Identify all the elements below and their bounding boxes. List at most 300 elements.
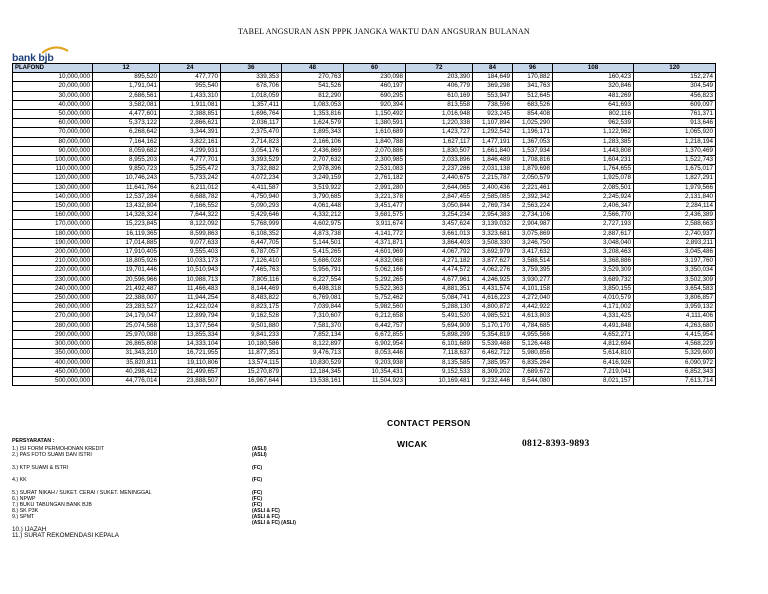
- installment-cell: 8,059,682: [93, 146, 160, 155]
- table-row: [13, 100, 716, 109]
- installment-cell: 8,122,092: [160, 220, 221, 229]
- installment-cell: 7,465,763: [221, 266, 282, 275]
- installment-cell: 895,520: [93, 73, 160, 82]
- installment-cell: 8,309,202: [473, 367, 513, 376]
- installment-cell: 16,967,644: [221, 376, 282, 385]
- installment-cell: 304,549: [634, 82, 716, 91]
- installment-cell: 2,847,455: [406, 192, 473, 201]
- table-row: [13, 73, 716, 82]
- installment-cell: 6,688,782: [160, 192, 221, 201]
- installment-table: [12, 63, 716, 386]
- installment-cell: 3,661,013: [406, 229, 473, 238]
- installment-cell: 7,310,607: [282, 312, 344, 321]
- table-row: [13, 284, 716, 293]
- installment-cell: 4,415,954: [634, 330, 716, 339]
- installment-cell: 25,074,568: [93, 321, 160, 330]
- installment-cell: 7,166,552: [160, 202, 221, 211]
- installment-cell: 3,582,081: [93, 100, 160, 109]
- plafond-cell: 300,000,000: [13, 340, 93, 349]
- plafond-cell: 350,000,000: [13, 349, 93, 358]
- installment-cell: 9,232,446: [473, 376, 513, 385]
- installment-cell: 2,887,617: [553, 229, 634, 238]
- installment-cell: 6,835,264: [513, 358, 553, 367]
- installment-cell: 15,270,879: [221, 367, 282, 376]
- plafond-cell: 90,000,000: [13, 146, 93, 155]
- requirement-label: 8.) SK P3K: [12, 508, 39, 515]
- requirement-doc-type: (FC): [252, 495, 262, 502]
- installment-cell: 2,978,396: [282, 165, 344, 174]
- installment-cell: 4,777,701: [160, 156, 221, 165]
- installment-cell: 3,139,032: [473, 220, 513, 229]
- installment-cell: 854,408: [513, 110, 553, 119]
- installment-cell: 813,558: [406, 100, 473, 109]
- installment-cell: 1,283,385: [553, 137, 634, 146]
- installment-cell: 6,769,081: [282, 294, 344, 303]
- installment-cell: 7,689,672: [513, 367, 553, 376]
- installment-cell: 1,443,808: [553, 146, 634, 155]
- installment-cell: 609,097: [634, 100, 716, 109]
- installment-cell: 6,498,318: [282, 284, 344, 293]
- installment-cell: 1,610,689: [344, 128, 406, 137]
- installment-cell: 1,911,081: [160, 100, 221, 109]
- installment-cell: 406,779: [406, 82, 473, 91]
- installment-cell: 6,462,712: [473, 349, 513, 358]
- installment-cell: 683,526: [513, 100, 553, 109]
- header-tenor: 12: [93, 64, 160, 73]
- requirements-heading: PERSYARATAN :: [12, 438, 55, 444]
- installment-cell: 6,090,972: [634, 358, 716, 367]
- installment-cell: 12,899,794: [160, 312, 221, 321]
- installment-cell: 3,930,277: [513, 275, 553, 284]
- installment-cell: 5,694,909: [406, 321, 473, 330]
- installment-cell: 7,039,844: [282, 303, 344, 312]
- installment-cell: 3,850,155: [553, 284, 634, 293]
- installment-cell: 21,499,657: [160, 367, 221, 376]
- installment-cell: 3,208,463: [553, 248, 634, 257]
- installment-cell: 4,955,566: [513, 330, 553, 339]
- installment-cell: 4,677,961: [406, 275, 473, 284]
- installment-cell: 5,768,999: [221, 220, 282, 229]
- installment-cell: 1,433,310: [160, 91, 221, 100]
- installment-cell: 3,050,844: [406, 202, 473, 211]
- installment-cell: 4,881,351: [406, 284, 473, 293]
- installment-cell: 4,299,931: [160, 146, 221, 155]
- installment-cell: 8,021,157: [553, 376, 634, 385]
- table-row: [13, 220, 716, 229]
- contact-title: CONTACT PERSON: [387, 418, 471, 428]
- installment-cell: 3,368,886: [553, 257, 634, 266]
- installment-cell: 3,864,403: [406, 238, 473, 247]
- installment-cell: 270,763: [282, 73, 344, 82]
- installment-cell: 4,442,922: [513, 303, 553, 312]
- installment-cell: 3,502,309: [634, 275, 716, 284]
- installment-cell: 4,067,792: [406, 248, 473, 257]
- installment-cell: 1,708,816: [513, 156, 553, 165]
- table-row: [13, 128, 716, 137]
- installment-cell: 4,832,068: [344, 257, 406, 266]
- installment-cell: 1,220,338: [406, 119, 473, 128]
- installment-cell: 6,416,926: [553, 358, 634, 367]
- table-row: [13, 238, 716, 247]
- installment-cell: 2,707,632: [282, 156, 344, 165]
- installment-cell: 2,440,675: [406, 174, 473, 183]
- table-row: [13, 358, 716, 367]
- installment-cell: 3,393,529: [221, 156, 282, 165]
- installment-cell: 9,077,633: [160, 238, 221, 247]
- plafond-cell: 220,000,000: [13, 266, 93, 275]
- header-plafond: PLAFOND: [13, 64, 93, 73]
- installment-cell: 2,954,383: [473, 211, 513, 220]
- installment-cell: 812,290: [282, 91, 344, 100]
- installment-cell: 1,830,507: [406, 146, 473, 155]
- installment-cell: 2,406,347: [553, 202, 634, 211]
- installment-cell: 13,855,334: [160, 330, 221, 339]
- installment-cell: 4,271,182: [406, 257, 473, 266]
- installment-cell: 31,343,210: [93, 349, 160, 358]
- installment-cell: 9,203,938: [344, 358, 406, 367]
- installment-cell: 4,332,212: [282, 211, 344, 220]
- installment-cell: 2,033,896: [406, 156, 473, 165]
- plafond-cell: 30,000,000: [13, 91, 93, 100]
- header-tenor: 24: [160, 64, 221, 73]
- installment-cell: 10,033,173: [160, 257, 221, 266]
- installment-cell: 923,245: [473, 110, 513, 119]
- plafond-cell: 200,000,000: [13, 248, 93, 257]
- table-row: [13, 312, 716, 321]
- installment-cell: 3,681,575: [344, 211, 406, 220]
- installment-cell: 2,686,561: [93, 91, 160, 100]
- contact-name: WICAK: [397, 439, 428, 449]
- installment-cell: 8,053,446: [344, 349, 406, 358]
- installment-cell: 3,075,869: [513, 229, 553, 238]
- plafond-cell: 450,000,000: [13, 367, 93, 376]
- installment-cell: 4,784,685: [513, 321, 553, 330]
- installment-cell: 7,644,322: [160, 211, 221, 220]
- installment-cell: 2,031,138: [473, 165, 513, 174]
- installment-cell: 9,476,713: [282, 349, 344, 358]
- installment-cell: 1,764,655: [553, 165, 634, 174]
- installment-cell: 3,689,732: [553, 275, 634, 284]
- installment-cell: 9,555,403: [160, 248, 221, 257]
- table-row: [13, 257, 716, 266]
- plafond-cell: 140,000,000: [13, 192, 93, 201]
- installment-cell: 3,588,514: [513, 257, 553, 266]
- installment-cell: 4,477,601: [93, 110, 160, 119]
- installment-cell: 2,585,085: [473, 192, 513, 201]
- installment-cell: 3,457,624: [406, 220, 473, 229]
- installment-cell: 1,353,816: [282, 110, 344, 119]
- installment-cell: 1,522,743: [634, 156, 716, 165]
- installment-cell: 12,184,345: [282, 367, 344, 376]
- table-row: [13, 156, 716, 165]
- plafond-cell: 280,000,000: [13, 321, 93, 330]
- installment-cell: 2,436,389: [634, 211, 716, 220]
- installment-cell: 3,048,040: [553, 238, 634, 247]
- installment-cell: 2,036,117: [221, 119, 282, 128]
- installment-cell: 2,740,937: [634, 229, 716, 238]
- installment-cell: 1,925,078: [553, 174, 634, 183]
- plafond-cell: 110,000,000: [13, 165, 93, 174]
- installment-cell: 3,529,309: [553, 266, 634, 275]
- installment-cell: 7,805,116: [221, 275, 282, 284]
- requirement-doc-type: (ASLI & FC): [252, 508, 280, 515]
- installment-cell: 5,614,810: [553, 349, 634, 358]
- installment-cell: 6,852,343: [634, 367, 716, 376]
- installment-cell: 16,119,365: [93, 229, 160, 238]
- installment-cell: 1,879,698: [513, 165, 553, 174]
- header-tenor: 96: [513, 64, 553, 73]
- table-row: [13, 165, 716, 174]
- installment-cell: 8,544,080: [513, 376, 553, 385]
- installment-cell: 2,237,286: [406, 165, 473, 174]
- installment-cell: 3,877,627: [473, 257, 513, 266]
- installment-cell: 955,540: [160, 82, 221, 91]
- installment-cell: 6,227,554: [282, 275, 344, 284]
- installment-cell: 5,956,791: [282, 266, 344, 275]
- installment-cell: 1,423,727: [406, 128, 473, 137]
- installment-cell: 4,101,158: [513, 284, 553, 293]
- installment-cell: 4,568,229: [634, 340, 716, 349]
- plafond-cell: 180,000,000: [13, 229, 93, 238]
- installment-cell: 2,734,106: [513, 211, 553, 220]
- installment-cell: 802,116: [553, 110, 634, 119]
- installment-cell: 2,761,182: [344, 174, 406, 183]
- installment-cell: 230,098: [344, 73, 406, 82]
- installment-cell: 1,627,117: [406, 137, 473, 146]
- installment-cell: 1,979,566: [634, 183, 716, 192]
- installment-cell: 2,245,924: [553, 192, 634, 201]
- header-tenor: 108: [553, 64, 634, 73]
- table-body: [13, 73, 716, 386]
- installment-cell: 35,820,811: [93, 358, 160, 367]
- installment-cell: 4,750,940: [221, 192, 282, 201]
- installment-cell: 12,537,284: [93, 192, 160, 201]
- installment-cell: 3,254,234: [406, 211, 473, 220]
- installment-cell: 2,644,065: [406, 183, 473, 192]
- requirement-label: 1.) ISI FORM PERMOHONAN KREDIT: [12, 446, 105, 453]
- installment-cell: 3,344,391: [160, 128, 221, 137]
- installment-cell: 2,893,211: [634, 238, 716, 247]
- logo-text: bank bjb: [12, 52, 54, 64]
- installment-cell: 2,085,501: [553, 183, 634, 192]
- installment-cell: 4,371,871: [344, 238, 406, 247]
- plafond-cell: 400,000,000: [13, 358, 93, 367]
- plafond-cell: 150,000,000: [13, 202, 93, 211]
- installment-cell: 7,164,162: [93, 137, 160, 146]
- installment-cell: 2,531,083: [344, 165, 406, 174]
- installment-cell: 10,830,529: [282, 358, 344, 367]
- requirement-label: 4.) KK: [12, 477, 27, 484]
- table-row: [13, 229, 716, 238]
- installment-cell: 19,701,446: [93, 266, 160, 275]
- installment-cell: 8,823,175: [221, 303, 282, 312]
- installment-cell: 11,944,254: [160, 294, 221, 303]
- installment-cell: 541,526: [282, 82, 344, 91]
- installment-cell: 1,083,053: [282, 100, 344, 109]
- installment-cell: 203,390: [406, 73, 473, 82]
- installment-cell: 23,888,507: [160, 376, 221, 385]
- requirements-list: [12, 438, 342, 539]
- installment-cell: 4,800,872: [473, 303, 513, 312]
- installment-cell: 5,415,265: [282, 248, 344, 257]
- installment-cell: 2,050,579: [513, 174, 553, 183]
- plafond-cell: 50,000,000: [13, 110, 93, 119]
- installment-cell: 5,898,299: [406, 330, 473, 339]
- requirement-item: [12, 533, 342, 539]
- installment-cell: 4,873,738: [282, 229, 344, 238]
- installment-cell: 6,787,057: [221, 248, 282, 257]
- installment-cell: 6,902,954: [344, 340, 406, 349]
- installment-cell: 1,367,053: [513, 137, 553, 146]
- installment-cell: 7,581,370: [282, 321, 344, 330]
- installment-cell: 21,492,487: [93, 284, 160, 293]
- installment-cell: 8,122,897: [282, 340, 344, 349]
- table-row: [13, 349, 716, 358]
- installment-cell: 3,249,159: [282, 174, 344, 183]
- table-row: [13, 275, 716, 284]
- installment-cell: 1,016,948: [406, 110, 473, 119]
- installment-cell: 7,219,041: [553, 367, 634, 376]
- installment-cell: 2,436,869: [282, 146, 344, 155]
- requirement-label: 5.) SURAT NIKAH / SUKET. CERAI / SUKET. MENINGGAL: [12, 489, 152, 496]
- installment-cell: 160,423: [553, 73, 634, 82]
- installment-cell: 3,417,632: [513, 248, 553, 257]
- plafond-cell: 80,000,000: [13, 137, 93, 146]
- installment-cell: 3,519,922: [282, 183, 344, 192]
- requirements-items: [12, 446, 342, 539]
- table-row: [13, 137, 716, 146]
- plafond-cell: 500,000,000: [13, 376, 93, 385]
- installment-cell: 5,539,468: [473, 340, 513, 349]
- installment-cell: 3,911,674: [344, 220, 406, 229]
- requirement-doc-type: (ASLI & FC) (ASLI): [252, 520, 296, 527]
- installment-cell: 4,111,406: [634, 312, 716, 321]
- installment-cell: 1,624,579: [282, 119, 344, 128]
- installment-cell: 920,394: [344, 100, 406, 109]
- table-row: [13, 330, 716, 339]
- installment-cell: 2,563,224: [513, 202, 553, 211]
- installment-cell: 4,061,448: [282, 202, 344, 211]
- table-row: [13, 202, 716, 211]
- header-tenor: 120: [634, 64, 716, 73]
- table-row: [13, 303, 716, 312]
- plafond-cell: 250,000,000: [13, 294, 93, 303]
- installment-cell: 1,846,489: [473, 156, 513, 165]
- installment-cell: 4,246,925: [473, 275, 513, 284]
- installment-cell: 9,162,528: [221, 312, 282, 321]
- installment-cell: 1,696,764: [221, 110, 282, 119]
- installment-cell: 1,537,934: [513, 146, 553, 155]
- installment-cell: 10,169,481: [406, 376, 473, 385]
- installment-cell: 13,377,564: [160, 321, 221, 330]
- installment-cell: 2,566,770: [553, 211, 634, 220]
- table-header-row: [13, 64, 716, 73]
- installment-cell: 6,212,658: [344, 312, 406, 321]
- installment-cell: 460,197: [344, 82, 406, 91]
- plafond-cell: 120,000,000: [13, 174, 93, 183]
- installment-cell: 2,070,886: [344, 146, 406, 155]
- requirement-doc-type: (ASLI): [252, 452, 267, 459]
- installment-cell: 2,904,987: [513, 220, 553, 229]
- installment-cell: 641,693: [553, 100, 634, 109]
- installment-cell: 5,354,819: [473, 330, 513, 339]
- installment-cell: 12,422,024: [160, 303, 221, 312]
- installment-cell: 7,118,637: [406, 349, 473, 358]
- installment-cell: 14,328,324: [93, 211, 160, 220]
- installment-cell: 17,014,885: [93, 238, 160, 247]
- installment-cell: 3,790,685: [282, 192, 344, 201]
- installment-cell: 5,170,170: [473, 321, 513, 330]
- installment-cell: 4,474,572: [406, 266, 473, 275]
- installment-cell: 1,122,962: [553, 128, 634, 137]
- installment-cell: 3,197,760: [634, 257, 716, 266]
- requirement-doc-type: (FC): [252, 489, 262, 496]
- installment-cell: 4,141,772: [344, 229, 406, 238]
- document-title: TABEL ANGSURAN ASN PPPK JANGKA WAKTU DAN ANGSURAN BULANAN: [238, 27, 530, 36]
- installment-cell: 369,298: [473, 82, 513, 91]
- installment-cell: 7,385,957: [473, 358, 513, 367]
- header-tenor: 72: [406, 64, 473, 73]
- installment-cell: 5,292,265: [344, 275, 406, 284]
- installment-cell: 5,084,741: [406, 294, 473, 303]
- installment-cell: 6,442,757: [344, 321, 406, 330]
- installment-cell: 184,649: [473, 73, 513, 82]
- installment-cell: 4,171,002: [553, 303, 634, 312]
- installment-cell: 5,329,600: [634, 349, 716, 358]
- installment-cell: 1,604,231: [553, 156, 634, 165]
- installment-cell: 2,991,280: [344, 183, 406, 192]
- requirement-label: 3.) KTP SUAMI & ISTRI: [12, 464, 69, 471]
- installment-cell: 1,065,920: [634, 128, 716, 137]
- table-row: [13, 174, 716, 183]
- installment-cell: 477,770: [160, 73, 221, 82]
- installment-cell: 4,272,040: [513, 294, 553, 303]
- installment-cell: 4,331,425: [553, 312, 634, 321]
- installment-cell: 10,988,713: [160, 275, 221, 284]
- header-tenor: 84: [473, 64, 513, 73]
- plafond-cell: 40,000,000: [13, 100, 93, 109]
- requirement-label: 11.) SURAT REKOMENDASI KEPALA: [12, 531, 119, 539]
- installment-cell: 2,727,193: [553, 220, 634, 229]
- installment-cell: 5,733,242: [160, 174, 221, 183]
- installment-cell: 738,596: [473, 100, 513, 109]
- installment-cell: 4,263,680: [634, 321, 716, 330]
- installment-cell: 3,323,681: [473, 229, 513, 238]
- installment-cell: 170,882: [513, 73, 553, 82]
- plafond-cell: 230,000,000: [13, 275, 93, 284]
- installment-cell: 15,223,845: [93, 220, 160, 229]
- installment-cell: 9,152,533: [406, 367, 473, 376]
- installment-cell: 512,645: [513, 91, 553, 100]
- installment-cell: 19,110,806: [160, 358, 221, 367]
- installment-cell: 2,284,114: [634, 202, 716, 211]
- installment-cell: 4,010,579: [553, 294, 634, 303]
- installment-cell: 6,101,689: [406, 340, 473, 349]
- installment-cell: 9,841,233: [221, 330, 282, 339]
- table-row: [13, 376, 716, 385]
- plafond-cell: 170,000,000: [13, 220, 93, 229]
- installment-cell: 3,822,161: [160, 137, 221, 146]
- installment-cell: 5,429,646: [221, 211, 282, 220]
- installment-cell: 3,508,330: [473, 238, 513, 247]
- installment-cell: 1,196,171: [513, 128, 553, 137]
- installment-cell: 1,477,191: [473, 137, 513, 146]
- installment-cell: 13,432,804: [93, 202, 160, 211]
- installment-cell: 1,370,469: [634, 146, 716, 155]
- installment-cell: 14,333,104: [160, 340, 221, 349]
- installment-cell: 1,292,542: [473, 128, 513, 137]
- installment-cell: 5,373,122: [93, 119, 160, 128]
